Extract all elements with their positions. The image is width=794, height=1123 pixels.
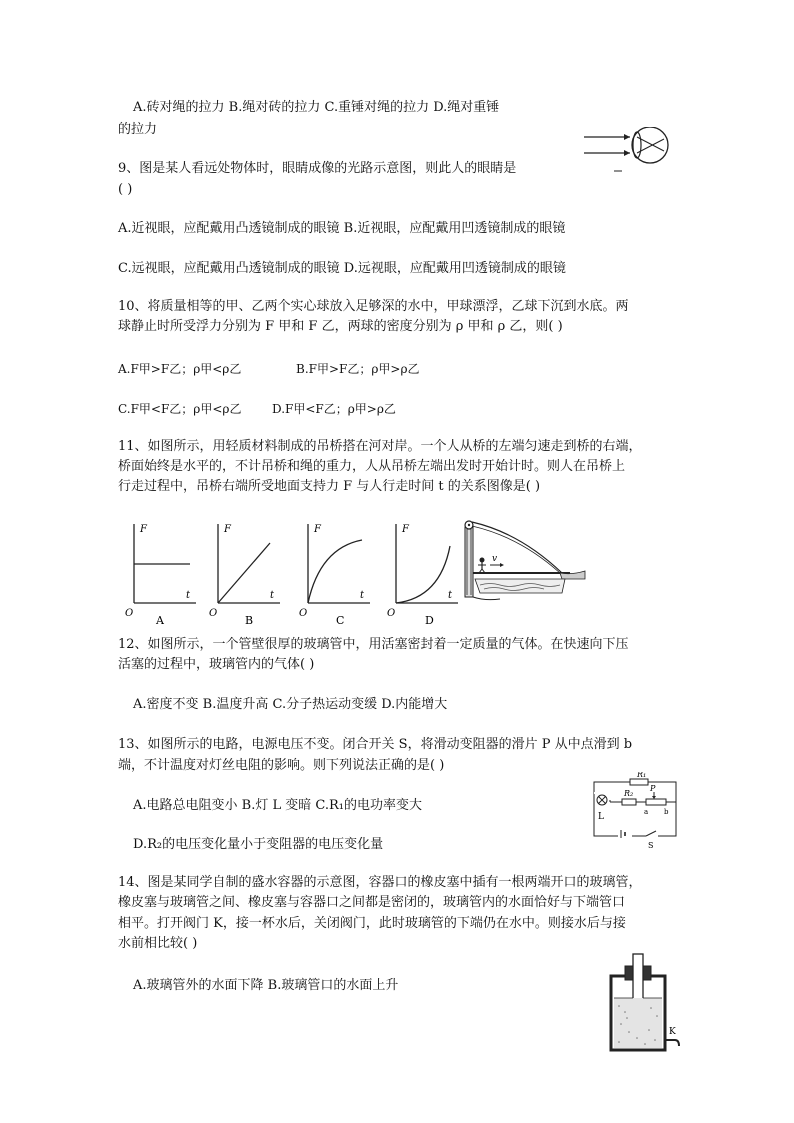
graph-b-axis-y: F bbox=[224, 524, 231, 535]
bridge-velocity-label: v bbox=[492, 554, 498, 564]
graph-b bbox=[209, 524, 280, 627]
q14-container bbox=[605, 952, 685, 1054]
q9-options-cd: C.远视眼，应配戴用凸透镜制成的眼镜 D.远视眼，应配戴用凹透镜制成的眼镜 bbox=[118, 261, 566, 276]
q11-stem-line2: 桥面始终是水平的，不计吊桥和绳的重力，人从吊桥左端出发时开始计时。则人在吊桥上 bbox=[118, 459, 626, 474]
graph-a bbox=[125, 524, 196, 627]
circuit-r1-label: R₁ bbox=[637, 772, 647, 779]
q11-stem-line1: 11、如图所示，用轻质材料制成的吊桥搭在河对岸。一个人从桥的左端匀速走到桥的右端， bbox=[118, 439, 642, 454]
q11-graphs bbox=[120, 518, 470, 630]
graph-c bbox=[299, 524, 370, 627]
q14-stem-line2: 橡皮塞与玻璃管之间、橡皮塞与容器口之间都是密闭的，玻璃管内的水面恰好与下端管口 bbox=[118, 895, 626, 910]
q10-option-a: A.F甲>F乙；ρ甲<ρ乙 bbox=[118, 362, 242, 376]
valve-k-label: K bbox=[669, 1027, 676, 1037]
q11-stem-line3: 行走过程中，吊桥右端所受地面支持力 F 与人行走时间 t 的关系图像是( ) bbox=[118, 479, 541, 494]
q13-stem-line1: 13、如图所示的电路，电源电压不变。闭合开关 S，将滑动变阻器的滑片 P 从中点滑到 b bbox=[118, 737, 633, 752]
graph-d-axis-x: t bbox=[448, 590, 453, 601]
circuit-p-label: P bbox=[650, 784, 656, 793]
graph-a-axis-y: F bbox=[140, 524, 147, 535]
graph-a-label: A bbox=[156, 614, 164, 627]
graph-d-axis-y: F bbox=[402, 524, 409, 535]
q9-options-ab: A.近视眼，应配戴用凸透镜制成的眼镜 B.近视眼，应配戴用凹透镜制成的眼镜 bbox=[118, 221, 566, 236]
q14-options: A.玻璃管外的水面下降 B.玻璃管口的水面上升 bbox=[133, 978, 399, 993]
graph-b-axis-x: t bbox=[270, 590, 275, 601]
graph-c-label: C bbox=[336, 614, 345, 627]
q13-options-abc: A.电路总电阻变小 B.灯 L 变暗 C.R₁的电功率变大 bbox=[133, 798, 422, 813]
q14-stem-line3: 相平。打开阀门 K，接一杯水后，关闭阀门，此时玻璃管的下端仍在水中。则接水后与接 bbox=[118, 916, 626, 931]
circuit-l-label: L bbox=[598, 812, 604, 822]
q14-stem-line1: 14、图是某同学自制的盛水容器的示意图，容器口的橡皮塞中插有一根两端开口的玻璃管， bbox=[118, 875, 642, 890]
circuit-r2-label: R₂ bbox=[624, 789, 634, 798]
q10-option-d: D.F甲<F乙；ρ甲>ρ乙 bbox=[272, 402, 396, 416]
q10-stem-line2: 球静止时所受浮力分别为 F 甲和 F 乙，两球的密度分别为 ρ 甲和 ρ 乙，则( ) bbox=[118, 319, 563, 334]
q12-stem-line1: 12、如图所示，一个管壁很厚的玻璃管中，用活塞密封着一定质量的气体。在快速向下压 bbox=[118, 637, 629, 652]
q8-options-line2: 的拉力 bbox=[118, 122, 158, 137]
graph-c-axis-x: t bbox=[360, 590, 365, 601]
circuit-s-label: S bbox=[648, 841, 654, 850]
q13-stem-line2: 端，不计温度对灯丝电阻的影响。则下列说法正确的是( ) bbox=[118, 758, 445, 773]
circuit-b-label: b bbox=[664, 808, 669, 816]
q13-circuit bbox=[588, 772, 684, 850]
q10-option-b: B.F甲>F乙；ρ甲>ρ乙 bbox=[296, 362, 420, 376]
graph-b-label: B bbox=[245, 614, 254, 627]
q9-paren: ( ) bbox=[118, 182, 133, 197]
q12-stem-line2: 活塞的过程中，玻璃管内的气体( ) bbox=[118, 657, 315, 672]
q10-option-c: C.F甲<F乙；ρ甲<ρ乙 bbox=[118, 402, 242, 416]
q13-option-d: D.R₂的电压变化量小于变阻器的电压变化量 bbox=[133, 837, 384, 852]
graph-d bbox=[387, 524, 458, 627]
graph-a-axis-x: t bbox=[186, 590, 191, 601]
graph-b-origin: O bbox=[209, 608, 218, 619]
eye-diagram bbox=[582, 127, 687, 177]
graph-c-axis-y: F bbox=[314, 524, 321, 535]
q10-stem-line1: 10、将质量相等的甲、乙两个实心球放入足够深的水中，甲球漂浮，乙球下沉到水底。两 bbox=[118, 299, 629, 314]
q9-stem: 9、图是某人看远处物体时，眼睛成像的光路示意图，则此人的眼睛是 bbox=[118, 161, 517, 176]
q8-options-line1: A.砖对绳的拉力 B.绳对砖的拉力 C.重锤对绳的拉力 D.绳对重锤 bbox=[133, 100, 500, 115]
graph-d-label: D bbox=[425, 614, 434, 627]
graph-d-origin: O bbox=[387, 608, 396, 619]
q14-stem-line4: 水前相比较( ) bbox=[118, 936, 198, 951]
q12-options: A.密度不变 B.温度升高 C.分子热运动变缓 D.内能增大 bbox=[133, 697, 448, 712]
graph-a-origin: O bbox=[125, 608, 134, 619]
bridge-illustration bbox=[460, 515, 590, 610]
graph-c-origin: O bbox=[299, 608, 308, 619]
circuit-a-label: a bbox=[644, 808, 649, 816]
